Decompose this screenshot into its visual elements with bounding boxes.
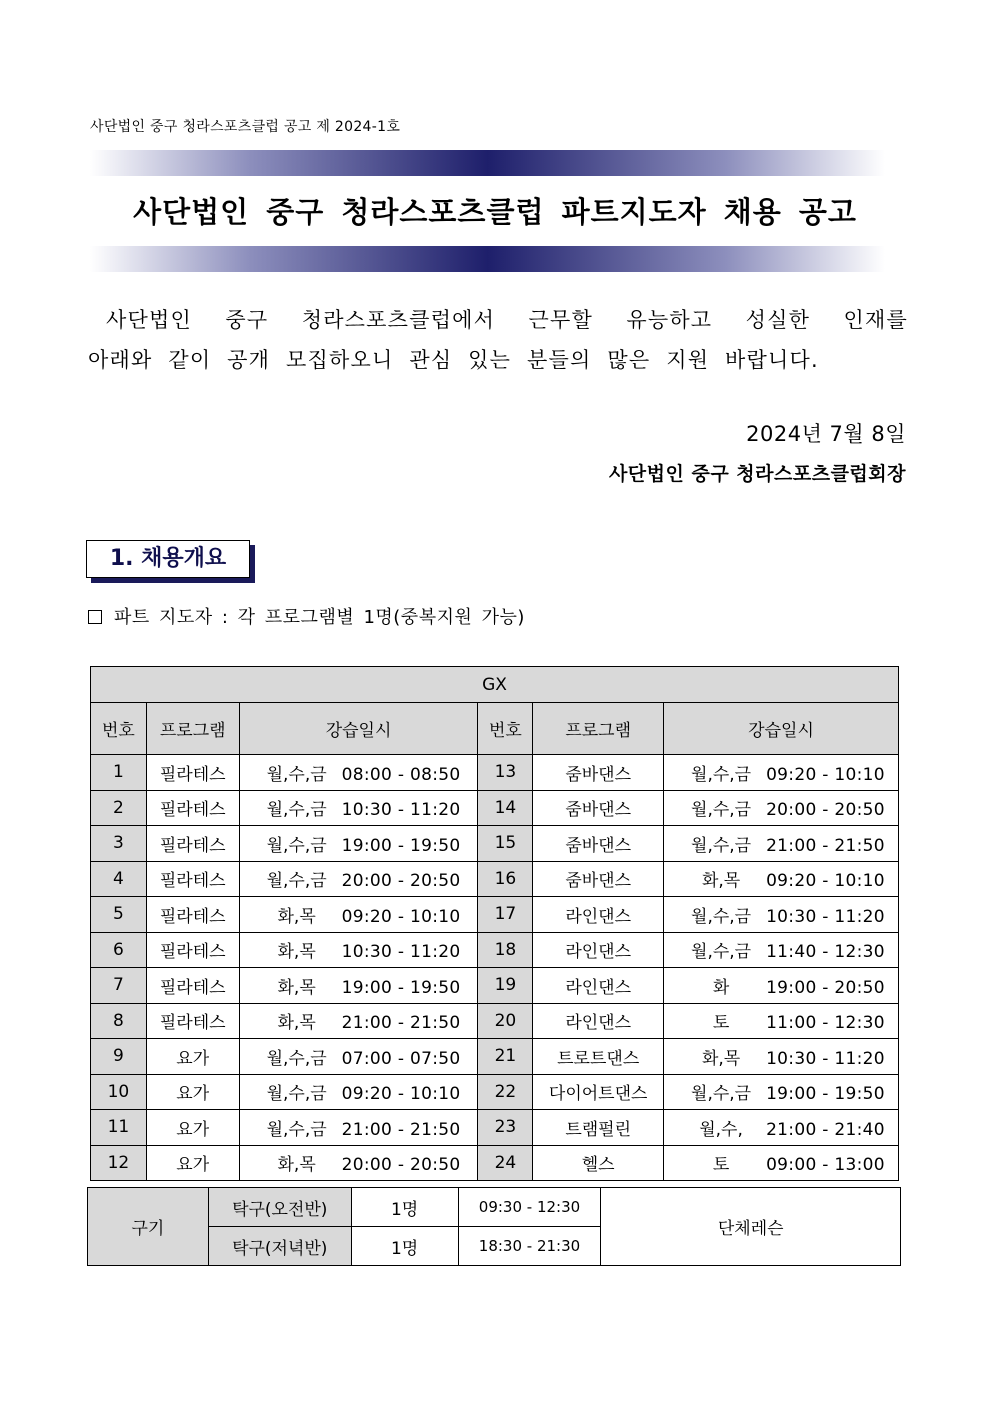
program-name: 필라테스: [146, 790, 239, 826]
program-name: 필라테스: [146, 826, 239, 862]
program-name: 탁구(저녁반): [208, 1227, 351, 1266]
row-number: 12: [91, 1145, 147, 1181]
title-band-top: [90, 150, 885, 176]
schedule-hours: 09:20 - 10:10: [341, 1084, 461, 1105]
program-name: 필라테스: [146, 897, 239, 933]
schedule-cell: [664, 1110, 899, 1146]
column-header: 강습일시: [664, 703, 899, 755]
schedule-hours: 19:00 - 19:50: [341, 835, 461, 856]
program-name: 다이어트댄스: [533, 1074, 664, 1110]
schedule-hours: 09:20 - 10:10: [341, 906, 461, 927]
schedule-hours: 20:00 - 20:50: [341, 1155, 461, 1176]
schedule-hours: 07:00 - 07:50: [341, 1048, 461, 1069]
schedule-hours: 21:00 - 21:50: [341, 1119, 461, 1140]
program-name: 요가: [146, 1145, 239, 1181]
row-number: 10: [91, 1074, 147, 1110]
schedule-cell: [239, 755, 478, 791]
schedule-cell: [664, 1003, 899, 1039]
schedule-cell: [664, 897, 899, 933]
schedule-cell: [239, 790, 478, 826]
table-row: [91, 897, 899, 933]
row-number: 6: [91, 932, 147, 968]
schedule-cell: [239, 1074, 478, 1110]
row-number: 7: [91, 968, 147, 1004]
schedule-hours: 10:30 - 11:20: [766, 906, 885, 927]
schedule-days: 월,수,금: [691, 1084, 752, 1105]
intro-line-1: 사단법인 중구 청라스포츠클럽에서 근무할 유능하고 성실한 인재를: [106, 308, 908, 332]
schedule-hours: 11:40 - 12:30: [766, 942, 885, 963]
schedule-cell: [664, 1145, 899, 1181]
schedule-hours: 09:20 - 10:10: [766, 764, 885, 785]
row-number: 16: [478, 861, 533, 897]
program-name: 줌바댄스: [533, 790, 664, 826]
schedule-days: 월,수,금: [266, 800, 327, 821]
schedule-hours: 09:20 - 10:10: [766, 871, 885, 892]
column-header: 프로그램: [533, 703, 664, 755]
schedule-cell: [239, 1145, 478, 1181]
schedule-hours: 19:00 - 19:50: [766, 1084, 885, 1105]
title-band-bottom: [90, 246, 885, 272]
table-row: [91, 790, 899, 826]
row-number: 19: [478, 968, 533, 1004]
schedule-hours: 10:30 - 11:20: [341, 942, 461, 963]
table-row: [91, 755, 899, 791]
schedule-days: 화,목: [277, 977, 316, 998]
row-number: 18: [478, 932, 533, 968]
schedule-hours: 19:00 - 19:50: [341, 977, 461, 998]
schedule-days: 토: [712, 1155, 730, 1176]
schedule-cell: [239, 1110, 478, 1146]
schedule-hours: 21:00 - 21:40: [766, 1119, 885, 1140]
program-name: 라인댄스: [533, 1003, 664, 1039]
program-name: 필라테스: [146, 968, 239, 1004]
schedule-cell: [664, 790, 899, 826]
schedule-cell: [664, 932, 899, 968]
row-number: 5: [91, 897, 147, 933]
schedule-cell: [664, 826, 899, 862]
program-name: 트램펄린: [533, 1110, 664, 1146]
schedule-days: 화,목: [277, 1013, 316, 1034]
program-name: 줌바댄스: [533, 826, 664, 862]
table-row: [91, 1074, 899, 1110]
row-number: 1: [91, 755, 147, 791]
schedule-days: 월,수,금: [691, 906, 752, 927]
program-name: 라인댄스: [533, 897, 664, 933]
row-number: 8: [91, 1003, 147, 1039]
schedule-cell: [664, 968, 899, 1004]
row-number: 11: [91, 1110, 147, 1146]
schedule-cell: [239, 1039, 478, 1075]
schedule-hours: 18:30 - 21:30: [458, 1227, 601, 1266]
ball-sports-table: [87, 1187, 901, 1266]
section-heading: 1. 채용개요: [109, 546, 227, 571]
program-name: 헬스: [533, 1145, 664, 1181]
schedule-days: 월,수,금: [691, 764, 752, 785]
schedule-hours: 10:30 - 11:20: [766, 1048, 885, 1069]
row-number: 23: [478, 1110, 533, 1146]
row-number: 13: [478, 755, 533, 791]
section-heading-box: [86, 540, 250, 578]
schedule-hours: 20:00 - 20:50: [766, 800, 885, 821]
schedule-cell: [239, 826, 478, 862]
program-name: 라인댄스: [533, 968, 664, 1004]
schedule-days: 화,목: [701, 871, 741, 892]
schedule-days: 월,수,금: [266, 871, 327, 892]
gx-table-body: [91, 755, 899, 1181]
table-row: [91, 1110, 899, 1146]
schedule-days: 월,수,금: [266, 764, 327, 785]
schedule-cell: [239, 897, 478, 933]
table-row: [91, 826, 899, 862]
schedule-cell: [664, 1039, 899, 1075]
column-header: 번호: [478, 703, 533, 755]
program-name: 요가: [146, 1074, 239, 1110]
schedule-days: 토: [712, 1013, 730, 1034]
row-number: 24: [478, 1145, 533, 1181]
schedule-cell: [239, 1003, 478, 1039]
column-header: 프로그램: [146, 703, 239, 755]
notice-number: 사단법인 중구 청라스포츠클럽 공고 제 2024-1호: [90, 119, 401, 135]
row-number: 4: [91, 861, 147, 897]
schedule-days: 월,수,금: [266, 1084, 327, 1105]
program-name: 탁구(오전반): [208, 1188, 351, 1227]
announcement-date: 2024년 7월 8일: [746, 422, 906, 446]
schedule-hours: 09:00 - 13:00: [766, 1155, 885, 1176]
schedule-days: 월,수,금: [266, 1119, 327, 1140]
checkbox-icon: [88, 610, 102, 624]
table-row: [91, 1003, 899, 1039]
schedule-hours: 21:00 - 21:50: [341, 1013, 461, 1034]
program-name: 라인댄스: [533, 932, 664, 968]
row-number: 17: [478, 897, 533, 933]
row-number: 22: [478, 1074, 533, 1110]
schedule-hours: 10:30 - 11:20: [341, 800, 461, 821]
schedule-days: 화: [712, 977, 730, 998]
table-row: [88, 1188, 901, 1227]
table-row: [91, 932, 899, 968]
schedule-cell: [239, 861, 478, 897]
table-row: [91, 861, 899, 897]
schedule-days: 화,목: [277, 906, 316, 927]
intro-line-2: 아래와 같이 공개 모집하오니 관심 있는 분들의 많은 지원 바랍니다.: [88, 348, 819, 372]
program-name: 필라테스: [146, 1003, 239, 1039]
schedule-cell: [239, 968, 478, 1004]
position-text: 파트 지도자 : 각 프로그램별 1명(중복지원 가능): [114, 607, 525, 628]
lesson-type: 단체레슨: [601, 1188, 901, 1266]
schedule-days: 월,수,: [699, 1119, 743, 1140]
program-name: 필라테스: [146, 932, 239, 968]
row-number: 3: [91, 826, 147, 862]
page-title: 사단법인 중구 청라스포츠클럽 파트지도자 채용 공고: [133, 195, 857, 229]
schedule-cell: [664, 755, 899, 791]
program-name: 요가: [146, 1039, 239, 1075]
schedule-hours: 08:00 - 08:50: [341, 764, 461, 785]
position-line: [88, 603, 525, 629]
table-row: [91, 1145, 899, 1181]
schedule-hours: 20:00 - 20:50: [341, 871, 461, 892]
schedule-days: 화,목: [701, 1048, 741, 1069]
row-number: 9: [91, 1039, 147, 1075]
schedule-hours: 21:00 - 21:50: [766, 835, 885, 856]
row-number: 2: [91, 790, 147, 826]
schedule-cell: [664, 1074, 899, 1110]
column-header: 강습일시: [239, 703, 478, 755]
program-name: 필라테스: [146, 861, 239, 897]
table-header-row: [91, 703, 899, 755]
gx-schedule-table: [90, 666, 899, 1181]
column-header: 번호: [91, 703, 147, 755]
intro-paragraph: [88, 300, 908, 380]
gx-group-label: GX: [91, 667, 899, 703]
schedule-cell: [239, 932, 478, 968]
row-number: 14: [478, 790, 533, 826]
program-name: 트로트댄스: [533, 1039, 664, 1075]
row-number: 15: [478, 826, 533, 862]
table-row: [91, 968, 899, 1004]
headcount: 1명: [351, 1188, 458, 1227]
program-name: 필라테스: [146, 755, 239, 791]
schedule-hours: 09:30 - 12:30: [458, 1188, 601, 1227]
schedule-days: 월,수,금: [266, 835, 327, 856]
schedule-days: 월,수,금: [691, 835, 752, 856]
row-number: 21: [478, 1039, 533, 1075]
schedule-days: 월,수,금: [691, 942, 752, 963]
table-row: [91, 1039, 899, 1075]
program-name: 줌바댄스: [533, 755, 664, 791]
schedule-days: 월,수,금: [266, 1048, 327, 1069]
program-name: 줌바댄스: [533, 861, 664, 897]
schedule-hours: 19:00 - 20:50: [766, 977, 885, 998]
schedule-days: 화,목: [277, 942, 316, 963]
signer: 사단법인 중구 청라스포츠클럽회장: [608, 463, 906, 485]
headcount: 1명: [351, 1227, 458, 1266]
schedule-cell: [664, 861, 899, 897]
schedule-days: 월,수,금: [691, 800, 752, 821]
category-label: 구기: [88, 1188, 209, 1266]
program-name: 요가: [146, 1110, 239, 1146]
schedule-hours: 11:00 - 12:30: [766, 1013, 885, 1034]
schedule-days: 화,목: [277, 1155, 316, 1176]
row-number: 20: [478, 1003, 533, 1039]
